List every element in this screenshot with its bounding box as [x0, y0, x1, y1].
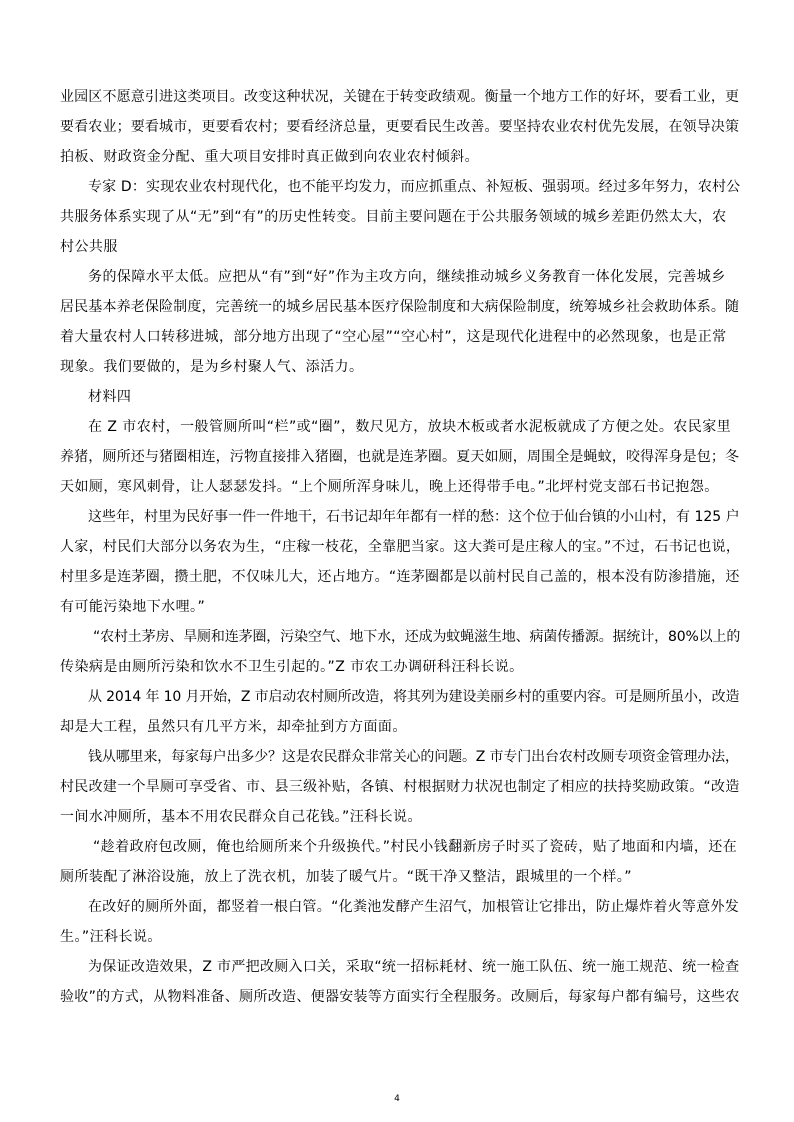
paragraph-start: 从 2014 年 10 月开始，Z 市启动农村厕所改造，将其列为建设美丽乡村的重要内容。可是厕所虽小，改造 [88, 689, 740, 705]
text-line: 传染病是由厕所污染和饮水不卫生引起的。”Z 市农工办调研科汪科长说。 [60, 659, 524, 675]
paragraph-start: 在 Z 市农村，一般管厕所叫“栏”或“圈”，数尺见方，放块木板或者水泥板就成了方便之处。农民家里 [88, 419, 732, 435]
text-line: 拍板、财政资金分配、重大项目安排时真正做到向农业农村倾斜。 [60, 149, 480, 165]
text-line: 人家，村民们大部分以务农为生，“庄稼一枝花，全靠肥当家。这大粪可是庄稼人的宝。”不过，石书记也说， [60, 539, 741, 555]
paragraph-start: 在改好的厕所外面，都竖着一根白管。“化粪池发酵产生沼气，加根管让它排出，防止爆炸着火等意外发 [88, 899, 740, 915]
text-line: 居民基本养老保险制度，完善统一的城乡居民基本医疗保险制度和大病保险制度，统筹城乡社会救助体系。随 [60, 299, 740, 315]
paragraph-start: “趁着政府包改厕，俺也给厕所来个升级换代。”村民小钱翻新房子时买了瓷砖，贴了地面和内墙，还在 [93, 839, 738, 855]
section-heading-material-4: 材料四 [88, 389, 132, 405]
paragraph-start: 为保证改造效果，Z 市严把改厕入口关，采取“统一招标耗材、统一施工队伍、统一施工规范、统一检查 [88, 959, 740, 975]
text-line: 厕所装配了淋浴设施，放上了洗衣机，加装了暖气片。“既干净又整洁，跟城里的一个样。” [60, 869, 632, 885]
text-line: 天如厕，寒风刺骨，让人瑟瑟发抖。“上个厕所浑身味儿，晚上还得带手电。”北坪村党支部石书记抱怨。 [60, 479, 719, 495]
paragraph-start: 钱从哪里来，每家每户出多少？这是农民群众非常关心的问题。Z 市专门出台农村改厕专项资金管理办法， [88, 749, 739, 765]
text-line: 有可能污染地下水哩。” [60, 599, 206, 615]
text-line: 要看农业；要看城市，更要看农村；要看经济总量，更要看民生改善。要坚持农业农村优先发展，在领导决策 [60, 119, 740, 135]
text-line: 生。”汪科长说。 [60, 929, 162, 945]
text-line: 村里多是连茅圈，攒土肥，不仅味儿大，还占地方。“连茅圈都是以前村民自己盖的，根本没有防渗措施，还 [60, 569, 740, 585]
text-line: 验收”的方式，从物料准备、厕所改造、便器安装等方面实行全程服务。改厕后，每家每户都有编号，这些农 [60, 989, 740, 1005]
text-line: 村民改建一个旱厕可享受省、市、县三级补贴，各镇、村根据财力状况也制定了相应的扶持奖励政策。“改造 [60, 779, 740, 795]
text-line: 务的保障水平太低。应把从“有”到“好”作为主攻方向，继续推动城乡义务教育一体化发展，完善城乡 [88, 269, 726, 285]
text-line: 一间水冲厕所，基本不用农民群众自己花钱。”汪科长说。 [60, 809, 422, 825]
text-line: 养猪，厕所还与猪圈相连，污物直接排入猪圈，也就是连茅圈。夏天如厕，周围全是蝇蚊，咬得浑身是包；冬 [60, 449, 740, 465]
paragraph-start-expert-d: 专家 D：实现农业农村现代化，也不能平均发力，而应抓重点、补短板、强弱项。经过多年努力，农村公 [88, 179, 741, 195]
text-line: 业园区不愿意引进这类项目。改变这种状况，关键在于转变政绩观。衡量一个地方工作的好坏，要看工业，更 [60, 89, 740, 105]
paragraph-start: “农村土茅房、旱厕和连茅圈，污染空气、地下水，还成为蚊蝇滋生地、病菌传播源。据统计，80%以上的 [93, 629, 741, 645]
paragraph-start: 这些年，村里为民好事一件一件地干，石书记却年年都有一样的愁：这个位于仙台镇的小山村，有 125 户 [88, 509, 740, 525]
page-number: 4 [394, 1094, 400, 1104]
document-body [60, 82, 740, 1012]
text-line: 却是大工程，虽然只有几平方米，却牵扯到方方面面。 [60, 719, 407, 735]
text-line: 着大量农村人口转移进城，部分地方出现了“空心屋”“空心村”，这是现代化进程中的必然现象，也是正常 [60, 329, 727, 345]
text-line: 村公共服 [60, 239, 118, 255]
text-line: 现象。我们要做的，是为乡村聚人气、添活力。 [60, 359, 364, 375]
text-line: 共服务体系实现了从“无”到“有”的历史性转变。目前主要问题在于公共服务领域的城乡差距仍然太大，农 [60, 209, 727, 225]
